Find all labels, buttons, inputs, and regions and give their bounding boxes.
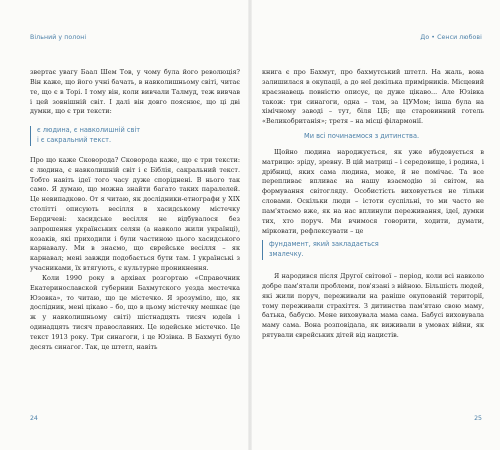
body-paragraph: звертає увагу Баал Шем Тов, у чому була його революція? Він каже, що його учні бачать, в навколишньому світі, читає те, що є в Торі. І тому він, коли вивчали Талмуд, теж вивчав і цей зовнішній світ. І далі він довго пояснює, що ці дві думки, що є три тексти: [30, 68, 240, 116]
pull-quote-line: і є сакральний текст. [37, 136, 112, 145]
body-paragraph: Коли 1990 року в архівах розгортаю «Справочник Екатеринославской губернии Бахмутского уезда местечка Юзовка», то читаю, що це містечко. Я зрозуміло, що, як дослідник, мені цікаво – бо, що в цьому містечку мешкає (це ж у навколишньому світі) шістнадцять тисяч юдеїв і одинадцять тисяч православних. Це юдейське містечко. Це текст 1913 року. Три синагоги, і це Юзівка. В Бахмуті було десять синагог. Так, це штетл, навіть [30, 273, 240, 351]
pull-quote-line: є людина, є навколишній світ [37, 126, 141, 135]
running-head-left: Вільний у полоні [30, 34, 87, 41]
pull-quote-line: фундамент, який закладається [269, 240, 379, 249]
page-number-right: 25 [474, 415, 482, 422]
pull-quote-center: Ми всі починаємося з дитинства. [304, 132, 420, 141]
body-paragraph: Щойно людина народжується, як уже вбудовується в матрицю: зріду, зревну. В цій матриці – і середовище, і родина, і дрібниці, яких сама людина, може, й не помічає. Та все перепливає впливає на нашу взаємодію зі світом, на формування світогляду. Особистість виховується не тільки словами. Оскільки люди – істоти суспільні, то ми часто не пам'ятаємо вже, як на нас вплинули переживання, ідеї, думки тих, хто поруч. Ми вчимося говорити, ходити, думати, мірковати, рефлексувати – це [262, 147, 484, 235]
pull-quote [262, 240, 484, 260]
page-number-left: 24 [30, 415, 38, 422]
pull-quote [30, 126, 240, 146]
right-page [250, 0, 500, 450]
body-paragraph: Я народився після Другої світової – період, коли всі навколо добре пам'ятали проблеми, пов'язані з війною. Більшість людей, які жили поруч, переживали на раніше окупованій території, тому переживали страхіття. З дитинства пам'ятаю свою маму, батька, бабусю. Мене виховувала мама сама. Бабусі виховувала маму сама. Вона розповідала, як виживали в умовах війни, як рятували єврейських дітей від нацистів. [262, 272, 484, 340]
left-page-body [30, 68, 240, 353]
pull-quote-line: змалечку. [269, 250, 304, 259]
right-page-body [262, 68, 484, 341]
body-paragraph: книга є про Бахмут, про бахмутський штетл. На жаль, вона залишилася в окупації, а до неї декілька примірників. Місцевий краєзнавець повністю описує, це дуже цікаво... Але Юзівка також: три синагоги, одна – там, за ЦУМом; інша була на хімічному заводі – тут, біля ЦБ; ще старовинний готель «Великобританія»; третя – на місці філармонії. [262, 68, 484, 126]
running-head-right: До • Сенси любові [420, 34, 482, 41]
body-paragraph: Про що каже Сковорода? Сковорода каже, що є три тексти: є людина, є навколишній світ і є Біблія, сакральний текст. Тобто навіть ідеї того часу дуже споріднені. В нього так само. Я думаю, що можна знайти багато таких паралелей. Це невипадково. От я читаю, як дослідники-етнографи у XIX столітті описують весілля в хасидському містечку Бердичеві: хасидське весілля не відбувалося без запрошення українських селян (а навколо жили українці), козаків, які приходили і були частиною цього хасидського карнавалу. Ми в знаємо, що єврейське весілля – як карнавал; мені завжди подобається бути там. І українські з учасниками, їх втягують, є культурне проникнення. [30, 155, 240, 273]
